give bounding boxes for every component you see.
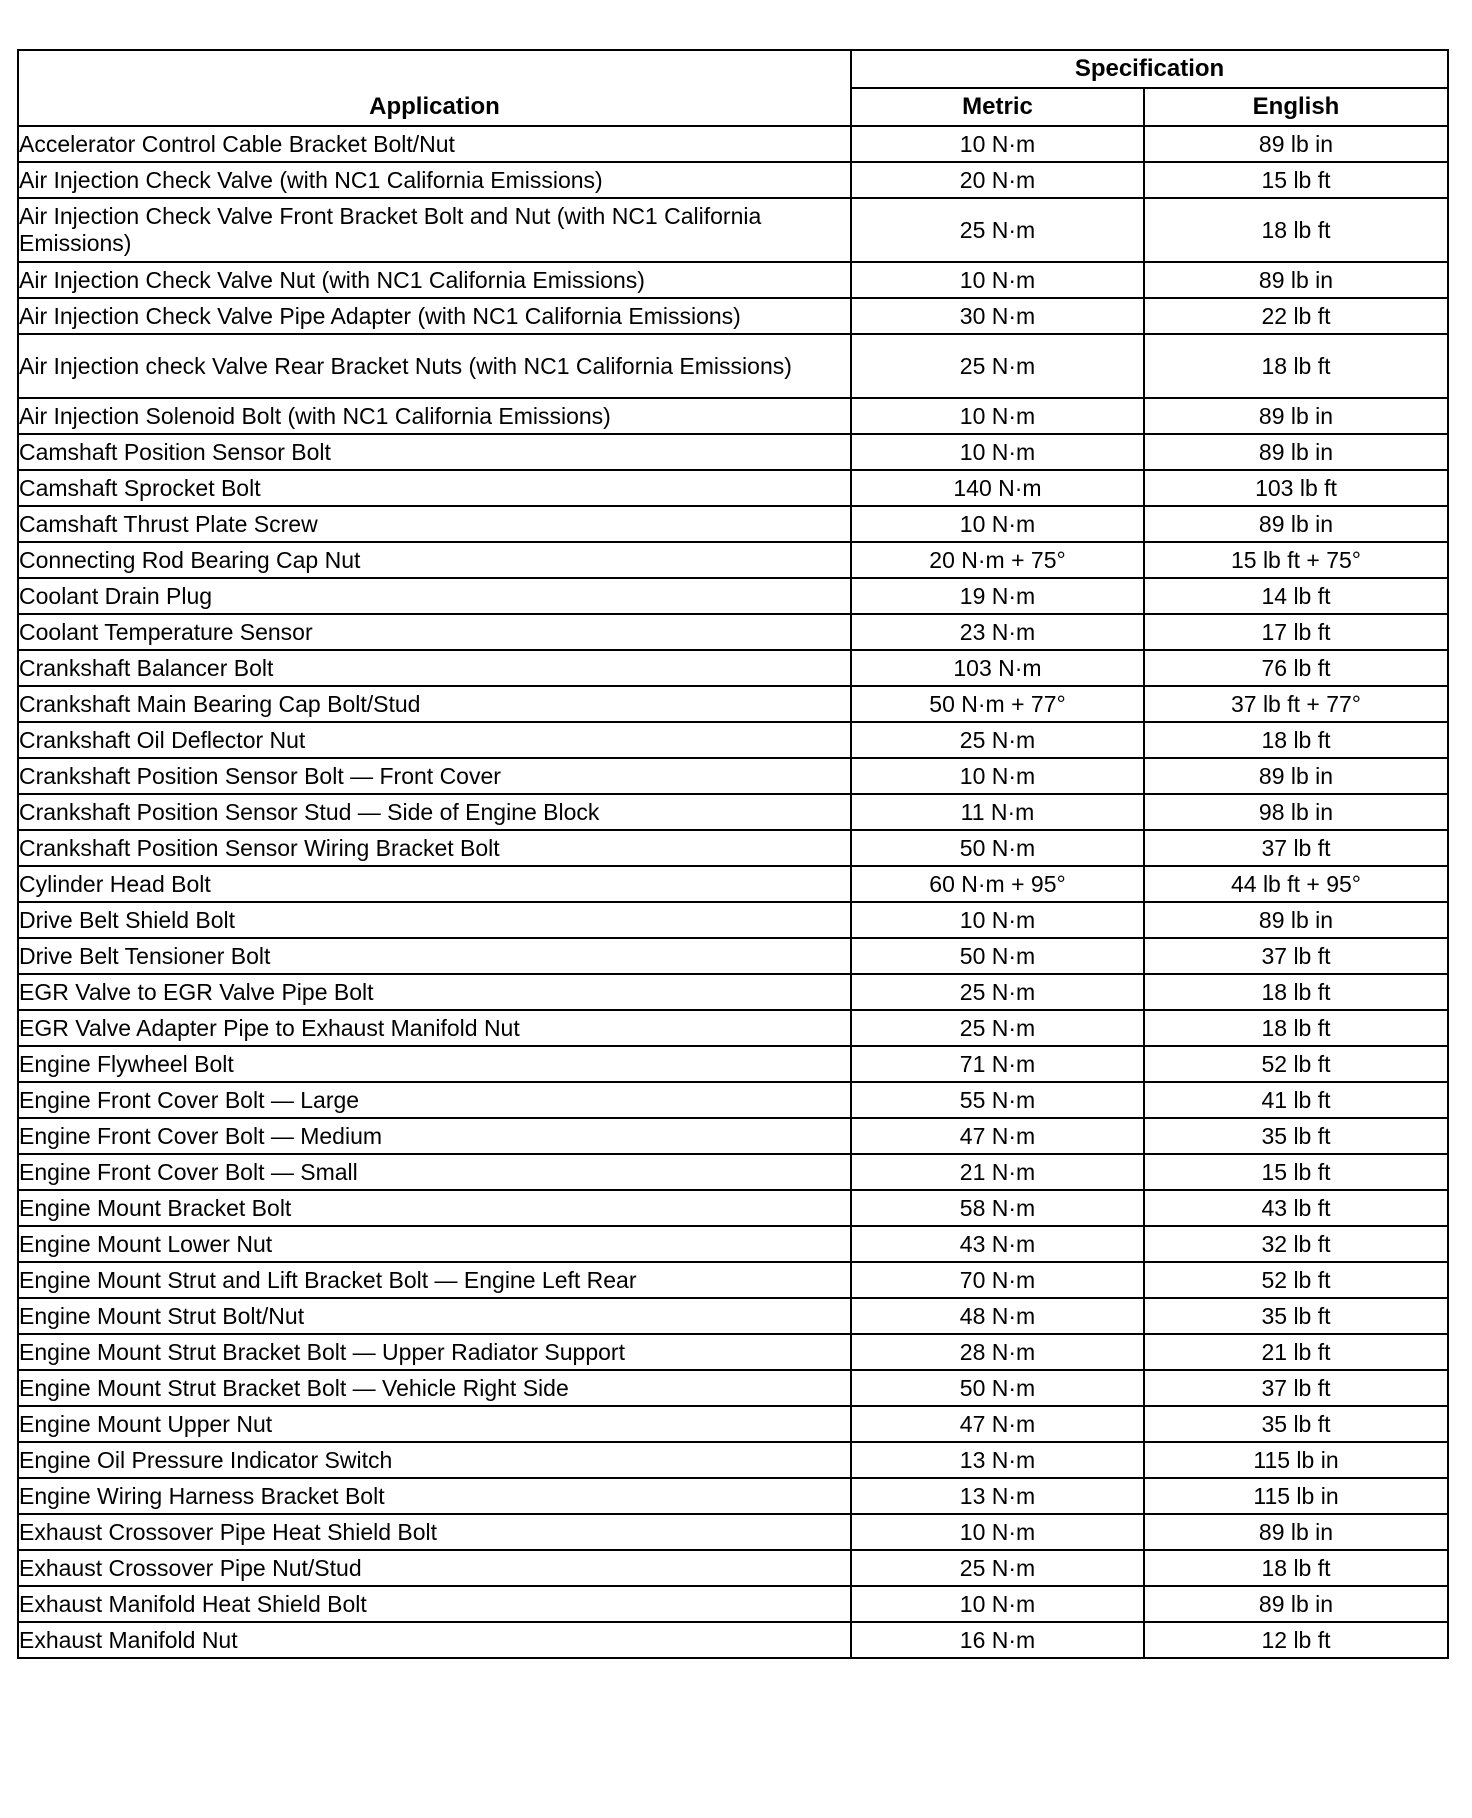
english-cell: 98 lb in [1144, 794, 1448, 830]
table-row [18, 1478, 1448, 1514]
application-cell: Camshaft Thrust Plate Screw [18, 506, 851, 542]
application-cell: Drive Belt Shield Bolt [18, 902, 851, 938]
english-cell: 89 lb in [1144, 902, 1448, 938]
metric-cell: 13 N·m [851, 1478, 1144, 1514]
application-cell: Engine Mount Strut and Lift Bracket Bolt — Engine Left Rear [18, 1262, 851, 1298]
metric-cell: 71 N·m [851, 1046, 1144, 1082]
english-cell: 89 lb in [1144, 434, 1448, 470]
english-cell: 44 lb ft + 95° [1144, 866, 1448, 902]
application-cell: Air Injection Check Valve Pipe Adapter (with NC1 California Emissions) [18, 298, 851, 334]
application-cell: Engine Mount Strut Bracket Bolt — Vehicle Right Side [18, 1370, 851, 1406]
english-cell: 52 lb ft [1144, 1262, 1448, 1298]
english-cell: 37 lb ft [1144, 938, 1448, 974]
table-body [18, 126, 1448, 1658]
application-cell: Engine Flywheel Bolt [18, 1046, 851, 1082]
english-cell: 18 lb ft [1144, 198, 1448, 262]
application-cell: EGR Valve to EGR Valve Pipe Bolt [18, 974, 851, 1010]
metric-cell: 25 N·m [851, 334, 1144, 398]
application-cell: Engine Mount Upper Nut [18, 1406, 851, 1442]
table-row [18, 1262, 1448, 1298]
english-cell: 15 lb ft [1144, 162, 1448, 198]
application-cell: Cylinder Head Bolt [18, 866, 851, 902]
table-row [18, 334, 1448, 398]
table-row [18, 830, 1448, 866]
application-cell: Engine Oil Pressure Indicator Switch [18, 1442, 851, 1478]
table-row [18, 434, 1448, 470]
metric-cell: 11 N·m [851, 794, 1144, 830]
application-cell: Crankshaft Oil Deflector Nut [18, 722, 851, 758]
english-cell: 115 lb in [1144, 1442, 1448, 1478]
english-cell: 103 lb ft [1144, 470, 1448, 506]
application-cell: Air Injection check Valve Rear Bracket Nuts (with NC1 California Emissions) [18, 334, 851, 398]
english-cell: 32 lb ft [1144, 1226, 1448, 1262]
metric-cell: 25 N·m [851, 974, 1144, 1010]
application-cell: Camshaft Sprocket Bolt [18, 470, 851, 506]
application-cell: Air Injection Check Valve (with NC1 California Emissions) [18, 162, 851, 198]
specification-column-header: Specification [851, 50, 1448, 88]
application-cell: Engine Front Cover Bolt — Large [18, 1082, 851, 1118]
english-cell: 89 lb in [1144, 758, 1448, 794]
table-row [18, 198, 1448, 262]
metric-cell: 10 N·m [851, 434, 1144, 470]
table-row [18, 758, 1448, 794]
table-row [18, 902, 1448, 938]
english-cell: 35 lb ft [1144, 1118, 1448, 1154]
application-cell: Connecting Rod Bearing Cap Nut [18, 542, 851, 578]
application-cell: Coolant Temperature Sensor [18, 614, 851, 650]
table-row [18, 578, 1448, 614]
metric-cell: 10 N·m [851, 262, 1144, 298]
application-cell: Crankshaft Position Sensor Bolt — Front Cover [18, 758, 851, 794]
table-row [18, 470, 1448, 506]
english-cell: 14 lb ft [1144, 578, 1448, 614]
english-cell: 18 lb ft [1144, 974, 1448, 1010]
english-cell: 18 lb ft [1144, 334, 1448, 398]
table-row [18, 722, 1448, 758]
table-row [18, 1190, 1448, 1226]
application-cell: Engine Front Cover Bolt — Medium [18, 1118, 851, 1154]
application-cell: Engine Mount Strut Bolt/Nut [18, 1298, 851, 1334]
english-cell: 37 lb ft + 77° [1144, 686, 1448, 722]
metric-cell: 10 N·m [851, 1514, 1144, 1550]
table-row [18, 1370, 1448, 1406]
english-cell: 41 lb ft [1144, 1082, 1448, 1118]
application-cell: Engine Mount Strut Bracket Bolt — Upper Radiator Support [18, 1334, 851, 1370]
table-row [18, 1082, 1448, 1118]
table-row [18, 1334, 1448, 1370]
metric-cell: 10 N·m [851, 506, 1144, 542]
table-row [18, 298, 1448, 334]
english-cell: 37 lb ft [1144, 830, 1448, 866]
application-column-header: Application [18, 50, 851, 126]
application-cell: Coolant Drain Plug [18, 578, 851, 614]
header-row-top [18, 50, 1448, 88]
table-row [18, 262, 1448, 298]
metric-cell: 50 N·m [851, 1370, 1144, 1406]
english-cell: 115 lb in [1144, 1478, 1448, 1514]
metric-cell: 13 N·m [851, 1442, 1144, 1478]
metric-cell: 25 N·m [851, 722, 1144, 758]
metric-cell: 10 N·m [851, 758, 1144, 794]
table-row [18, 974, 1448, 1010]
application-cell: Engine Mount Lower Nut [18, 1226, 851, 1262]
table-row [18, 938, 1448, 974]
table-header [18, 50, 1448, 126]
english-cell: 76 lb ft [1144, 650, 1448, 686]
english-cell: 21 lb ft [1144, 1334, 1448, 1370]
table-row [18, 1010, 1448, 1046]
application-cell: Crankshaft Position Sensor Wiring Bracket Bolt [18, 830, 851, 866]
english-cell: 43 lb ft [1144, 1190, 1448, 1226]
table-row [18, 686, 1448, 722]
metric-cell: 47 N·m [851, 1406, 1144, 1442]
metric-cell: 10 N·m [851, 1586, 1144, 1622]
metric-cell: 20 N·m [851, 162, 1144, 198]
application-cell: Drive Belt Tensioner Bolt [18, 938, 851, 974]
application-cell: Engine Front Cover Bolt — Small [18, 1154, 851, 1190]
english-cell: 89 lb in [1144, 506, 1448, 542]
metric-cell: 10 N·m [851, 902, 1144, 938]
metric-cell: 48 N·m [851, 1298, 1144, 1334]
metric-cell: 43 N·m [851, 1226, 1144, 1262]
table-row [18, 1154, 1448, 1190]
english-cell: 89 lb in [1144, 262, 1448, 298]
table-row [18, 506, 1448, 542]
english-cell: 37 lb ft [1144, 1370, 1448, 1406]
table-row [18, 650, 1448, 686]
metric-cell: 23 N·m [851, 614, 1144, 650]
metric-cell: 58 N·m [851, 1190, 1144, 1226]
english-cell: 52 lb ft [1144, 1046, 1448, 1082]
english-cell: 17 lb ft [1144, 614, 1448, 650]
metric-cell: 60 N·m + 95° [851, 866, 1144, 902]
metric-cell: 19 N·m [851, 578, 1144, 614]
english-cell: 15 lb ft + 75° [1144, 542, 1448, 578]
application-cell: Accelerator Control Cable Bracket Bolt/Nut [18, 126, 851, 162]
application-cell: Crankshaft Position Sensor Stud — Side of Engine Block [18, 794, 851, 830]
table-row [18, 1298, 1448, 1334]
english-cell: 18 lb ft [1144, 722, 1448, 758]
metric-cell: 50 N·m [851, 830, 1144, 866]
table-row [18, 1514, 1448, 1550]
table-row [18, 162, 1448, 198]
application-cell: Exhaust Manifold Heat Shield Bolt [18, 1586, 851, 1622]
metric-cell: 25 N·m [851, 1550, 1144, 1586]
application-cell: Exhaust Crossover Pipe Nut/Stud [18, 1550, 851, 1586]
application-cell: Crankshaft Main Bearing Cap Bolt/Stud [18, 686, 851, 722]
metric-cell: 10 N·m [851, 126, 1144, 162]
metric-cell: 28 N·m [851, 1334, 1144, 1370]
metric-cell: 21 N·m [851, 1154, 1144, 1190]
english-cell: 18 lb ft [1144, 1550, 1448, 1586]
application-cell: Engine Mount Bracket Bolt [18, 1190, 851, 1226]
application-cell: Engine Wiring Harness Bracket Bolt [18, 1478, 851, 1514]
metric-cell: 55 N·m [851, 1082, 1144, 1118]
table-row [18, 1622, 1448, 1658]
english-cell: 12 lb ft [1144, 1622, 1448, 1658]
metric-cell: 10 N·m [851, 398, 1144, 434]
application-cell: Crankshaft Balancer Bolt [18, 650, 851, 686]
english-column-header: English [1144, 88, 1448, 126]
metric-column-header: Metric [851, 88, 1144, 126]
metric-cell: 30 N·m [851, 298, 1144, 334]
metric-cell: 50 N·m + 77° [851, 686, 1144, 722]
english-cell: 89 lb in [1144, 1586, 1448, 1622]
english-cell: 18 lb ft [1144, 1010, 1448, 1046]
table-row [18, 794, 1448, 830]
table-row [18, 1586, 1448, 1622]
table-row [18, 126, 1448, 162]
application-cell: Camshaft Position Sensor Bolt [18, 434, 851, 470]
metric-cell: 50 N·m [851, 938, 1144, 974]
table-row [18, 1226, 1448, 1262]
table-row [18, 542, 1448, 578]
table-row [18, 614, 1448, 650]
metric-cell: 140 N·m [851, 470, 1144, 506]
metric-cell: 16 N·m [851, 1622, 1144, 1658]
table-row [18, 398, 1448, 434]
metric-cell: 70 N·m [851, 1262, 1144, 1298]
application-cell: Exhaust Crossover Pipe Heat Shield Bolt [18, 1514, 851, 1550]
metric-cell: 25 N·m [851, 198, 1144, 262]
table-row [18, 1550, 1448, 1586]
english-cell: 89 lb in [1144, 1514, 1448, 1550]
torque-spec-table [17, 49, 1449, 1659]
metric-cell: 20 N·m + 75° [851, 542, 1144, 578]
table-row [18, 1118, 1448, 1154]
english-cell: 35 lb ft [1144, 1406, 1448, 1442]
table-row [18, 1046, 1448, 1082]
table-row [18, 866, 1448, 902]
application-cell: Air Injection Check Valve Front Bracket Bolt and Nut (with NC1 California Emissions) [18, 198, 851, 262]
application-cell: Air Injection Solenoid Bolt (with NC1 California Emissions) [18, 398, 851, 434]
table-row [18, 1406, 1448, 1442]
metric-cell: 47 N·m [851, 1118, 1144, 1154]
metric-cell: 25 N·m [851, 1010, 1144, 1046]
english-cell: 22 lb ft [1144, 298, 1448, 334]
english-cell: 89 lb in [1144, 398, 1448, 434]
english-cell: 15 lb ft [1144, 1154, 1448, 1190]
table-row [18, 1442, 1448, 1478]
metric-cell: 103 N·m [851, 650, 1144, 686]
application-cell: EGR Valve Adapter Pipe to Exhaust Manifold Nut [18, 1010, 851, 1046]
application-cell: Exhaust Manifold Nut [18, 1622, 851, 1658]
application-cell: Air Injection Check Valve Nut (with NC1 California Emissions) [18, 262, 851, 298]
english-cell: 89 lb in [1144, 126, 1448, 162]
english-cell: 35 lb ft [1144, 1298, 1448, 1334]
